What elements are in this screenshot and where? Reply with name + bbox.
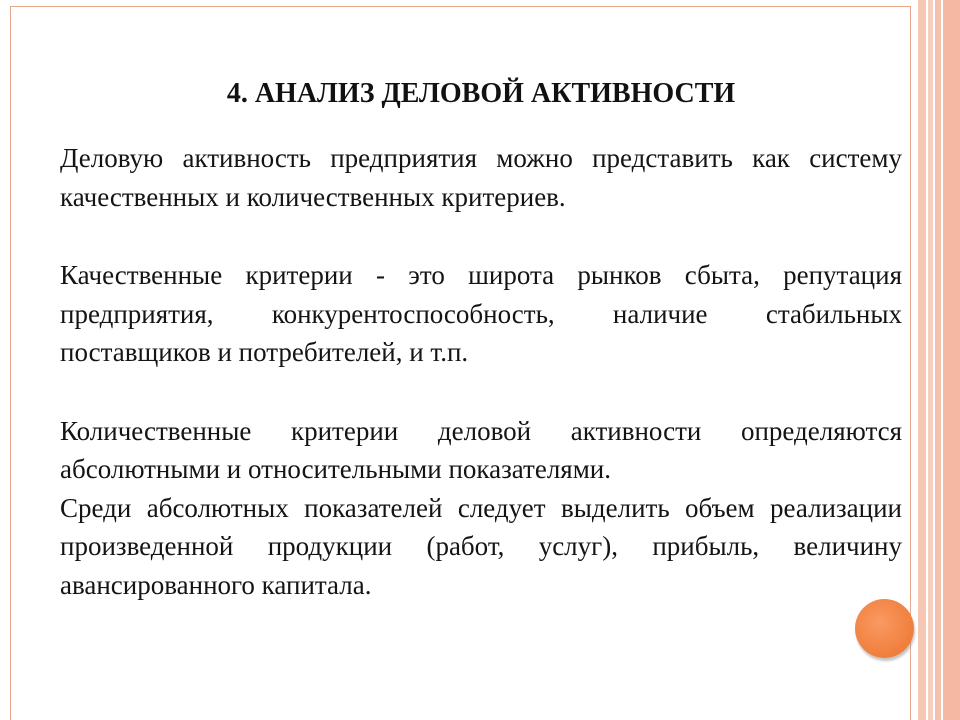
orange-circle-decoration — [855, 599, 914, 658]
decorative-stripe — [928, 0, 933, 720]
decorative-stripe — [935, 0, 941, 720]
paragraph-definition: Деловую активность предприятия можно представить как систему качественных и количественных критериев. — [60, 143, 902, 212]
paragraph-absolute-indicators: Среди абсолютных показателей следует выделить объем реализации произведенной продукции (работ, услуг), прибыль, величину авансированного капитала. — [60, 492, 902, 600]
decorative-stripe — [943, 0, 960, 720]
paragraph-qualitative: Качественные критерии - это широта рынков сбыта, репутация предприятия, конкурентоспособность, наличие стабильных поставщиков и потребителей, и т.п. — [60, 260, 902, 367]
decorative-stripe — [918, 0, 926, 720]
slide-body — [60, 139, 902, 604]
slide-title: 4. АНАЛИЗ ДЕЛОВОЙ АКТИВНОСТИ — [226, 78, 736, 109]
paragraph-quantitative: Количественные критерии деловой активности определяются абсолютными и относительными показателями. — [60, 415, 902, 484]
